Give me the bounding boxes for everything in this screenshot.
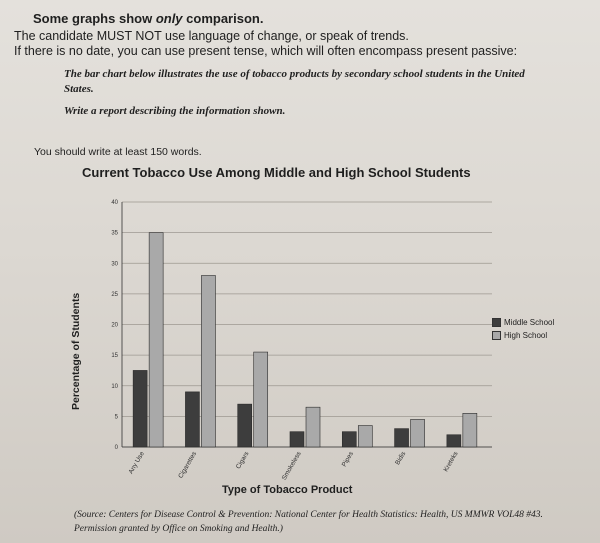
y-tick-label: 5: [114, 414, 118, 421]
bar-middle-school: [185, 392, 199, 447]
x-axis-label: Type of Tobacco Product: [222, 484, 353, 496]
intro-line-2: If there is no date, you can use present tense, which will often encompass present passive:: [14, 44, 518, 58]
y-axis-label: Percentage of Students: [70, 292, 82, 410]
task-prompt: The bar chart below illustrates the use of tobacco products by secondary school students in the United States.: [64, 68, 525, 95]
bar-high-school: [411, 419, 425, 447]
intro-heading-emphasis: only: [155, 11, 183, 26]
bar-middle-school: [342, 432, 356, 447]
intro-line-1: The candidate MUST NOT use language of change, or speak of trends.: [14, 29, 409, 43]
y-tick-label: 0: [114, 445, 118, 451]
x-tick-label: Cigars: [234, 450, 251, 471]
source-citation: (Source: Centers for Disease Control & Prevention: National Center for Health Statistics: Health, US MMWR VOL48 #43. Permission granted by Office on Smoking and Health.): [74, 510, 543, 534]
x-tick-label: Pipes: [340, 450, 356, 469]
legend-swatch-middle-school: [492, 318, 501, 327]
y-tick-label: 40: [111, 200, 118, 206]
task-instruction: Write a report describing the information shown.: [64, 105, 286, 117]
intro-heading: Some graphs show only comparison.: [33, 11, 264, 26]
legend-label-middle-school: Middle School: [504, 318, 555, 327]
word-count-requirement: You should write at least 150 words.: [34, 146, 202, 158]
x-tick-label: Smokeless: [280, 450, 303, 482]
y-tick-label: 20: [111, 322, 118, 329]
legend-item-middle-school: [492, 316, 554, 329]
legend-label-high-school: High School: [504, 331, 548, 340]
bar-high-school: [254, 352, 268, 447]
legend-item-high-school: [492, 329, 554, 342]
bar-high-school: [358, 426, 372, 447]
bar-middle-school: [238, 404, 252, 447]
bar-middle-school: [447, 435, 461, 447]
x-tick-label: Cigarettes: [177, 450, 199, 480]
y-tick-label: 10: [111, 383, 118, 390]
y-tick-label: 15: [111, 353, 118, 360]
chart-legend: [492, 316, 554, 342]
x-tick-label: Kreteks: [442, 450, 460, 474]
bar-high-school: [149, 233, 163, 447]
y-tick-label: 35: [111, 230, 118, 237]
x-tick-label: Bidis: [394, 450, 408, 467]
legend-swatch-high-school: [492, 331, 501, 340]
bar-middle-school: [395, 429, 409, 447]
bar-high-school: [306, 407, 320, 447]
x-tick-label: Any Use: [127, 450, 146, 476]
bar-high-school: [201, 276, 215, 448]
bar-middle-school: [290, 432, 304, 447]
y-tick-label: 30: [111, 261, 118, 268]
bar-high-school: [463, 413, 477, 447]
y-tick-label: 25: [111, 291, 118, 298]
bar-middle-school: [133, 370, 147, 447]
chart-title: Current Tobacco Use Among Middle and High School Students: [82, 165, 471, 180]
